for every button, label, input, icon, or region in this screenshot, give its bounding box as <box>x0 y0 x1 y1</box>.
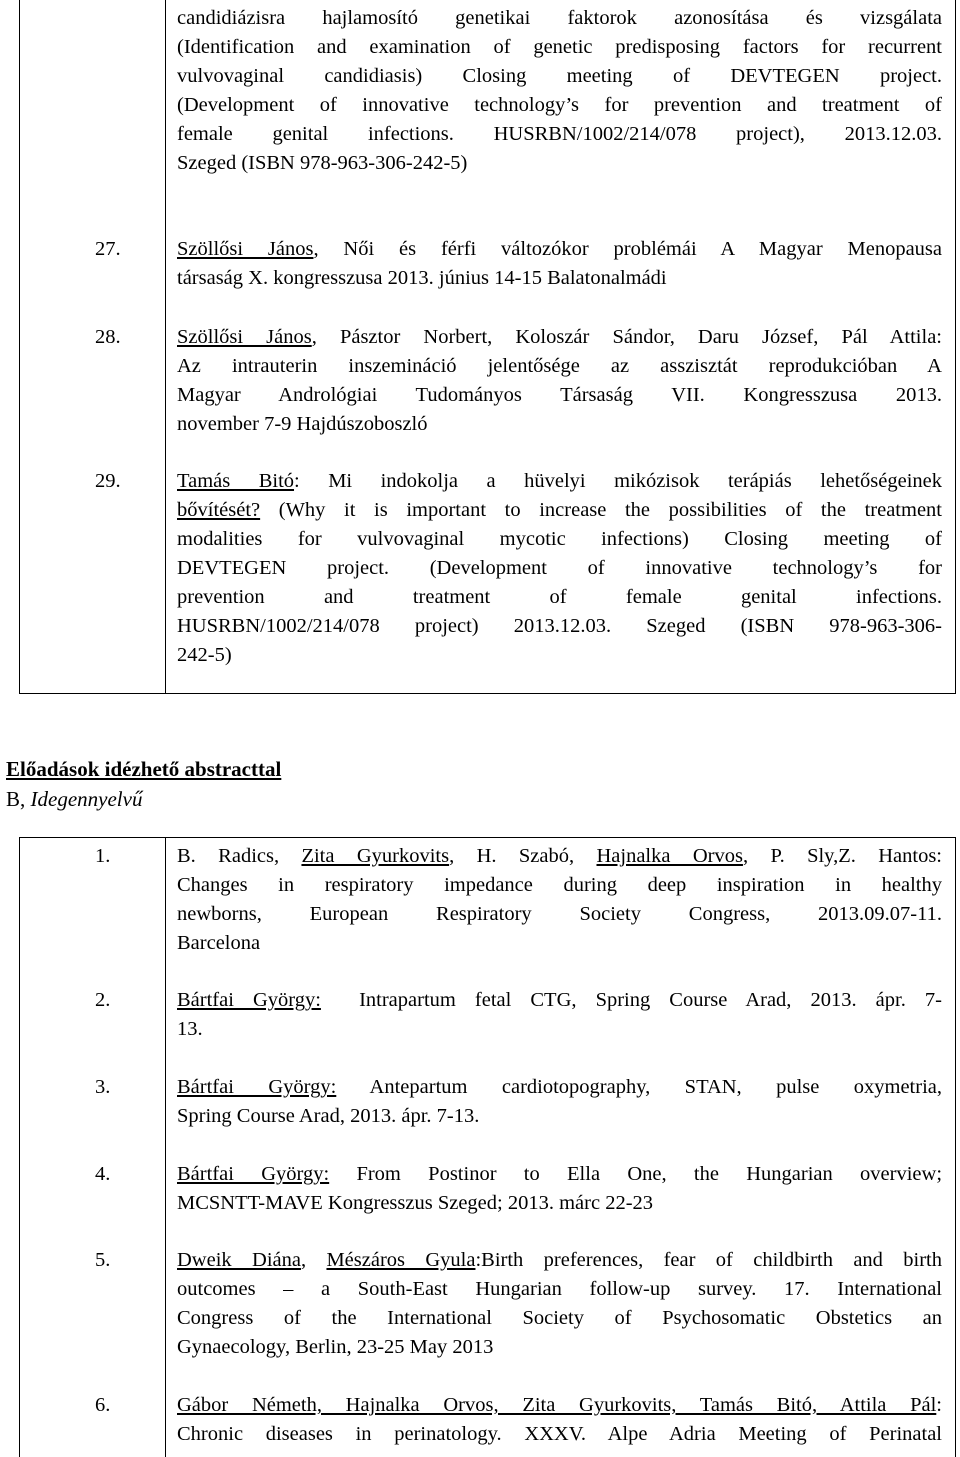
author-name: Tamás Bitó <box>177 470 295 492</box>
publication-table-1 <box>19 0 956 694</box>
text-span: Antepartum cardiotopography, STAN, pulse oxymetria, <box>336 1076 942 1098</box>
entry-text <box>177 986 942 1044</box>
entry-number: 1. <box>95 845 111 867</box>
entry-text <box>177 1246 942 1362</box>
entry-number: 27. <box>95 238 121 260</box>
text-line: Az intrauterin inszemináció jelentősége az asszisztát reprodukcióban A <box>177 355 942 377</box>
entry-number: 5. <box>95 1249 111 1271</box>
author-name: Szöllősi János <box>177 326 312 348</box>
entry-number: 6. <box>95 1394 111 1416</box>
text-line: female genital infections. HUSRBN/1002/214/078 project), 2013.12.03. <box>177 123 942 145</box>
text-span: , P. Sly,Z. Hantos: <box>742 845 942 867</box>
author-name: Gábor Németh, Hajnalka Orvos, Zita Gyurkovits, Tamás Bitó, Attila Pál <box>177 1394 937 1416</box>
text-span: , Pásztor Norbert, Koloszár Sándor, Daru József, Pál Attila: <box>311 326 942 348</box>
author-name: Szöllősi János <box>177 238 314 260</box>
entry-number: 28. <box>95 326 121 348</box>
subtitle-prefix: B, <box>6 787 31 811</box>
subtitle-italic: Idegennyelvű <box>30 787 143 811</box>
text-line: MCSNTT-MAVE Kongresszus Szeged; 2013. márc 22-23 <box>177 1192 654 1214</box>
author-name: Zita Gyurkovits <box>301 845 450 867</box>
entry-number: 3. <box>95 1076 111 1098</box>
text-line: társaság X. kongresszusa 2013. június 14-15 Balatonalmádi <box>177 267 667 289</box>
text-line: 242-5) <box>177 644 232 666</box>
text-span: B. Radics, <box>177 845 302 867</box>
text-span: : <box>936 1394 942 1416</box>
table-border-left <box>19 0 20 694</box>
text-line: Szeged (ISBN 978-963-306-242-5) <box>177 152 468 174</box>
text-line: candidiázisra hajlamosító genetikai faktorok azonosítása és vizsgálata <box>177 7 942 29</box>
text-span: bővítését? <box>177 499 261 521</box>
publication-table-2 <box>19 837 956 1457</box>
text-line: Gynaecology, Berlin, 23-25 May 2013 <box>177 1336 494 1358</box>
entry-text <box>177 1073 942 1131</box>
section-subtitle <box>6 785 142 814</box>
entry-text <box>177 323 942 439</box>
table-border-right <box>955 837 956 1457</box>
text-line: november 7-9 Hajdúszoboszló <box>177 413 428 435</box>
text-line: newborns, European Respiratory Society Congress, 2013.09.07-11. <box>177 903 942 925</box>
text-line: Congress of the International Society of Psychosomatic Obstetics an <box>177 1307 942 1329</box>
text-line: (Identification and examination of genetic predisposing factors for recurrent <box>177 36 942 58</box>
entry-number: 2. <box>95 989 111 1011</box>
text-span: :Birth preferences, fear of childbirth and birth <box>475 1249 942 1271</box>
text-span: : Mi indokolja a hüvelyi mikózisok terápiás lehetőségeinek <box>294 470 943 492</box>
text-line: Spring Course Arad, 2013. ápr. 7-13. <box>177 1105 480 1127</box>
text-line: Changes in respiratory impedance during deep inspiration in healthy <box>177 874 942 896</box>
text-line: HUSRBN/1002/214/078 project) 2013.12.03. Szeged (ISBN 978-963-306- <box>177 615 942 637</box>
text-line: prevention and treatment of female genital infections. <box>177 586 942 608</box>
text-line: vulvovaginal candidiasis) Closing meeting of DEVTEGEN project. <box>177 65 942 87</box>
text-span: Intrapartum fetal CTG, Spring Course Arad, 2013. ápr. 7- <box>320 989 942 1011</box>
entry-text <box>177 467 942 670</box>
text-line: Magyar Andrológiai Tudományos Társaság VII. Kongresszusa 2013. <box>177 384 942 406</box>
entry-text <box>177 235 942 293</box>
text-span: , <box>300 1249 327 1271</box>
author-name: Bártfai György: <box>177 1076 337 1098</box>
author-name: Mészáros Gyula <box>326 1249 476 1271</box>
table-border-bottom <box>19 693 956 694</box>
table-border-top <box>19 837 956 838</box>
author-name: Hajnalka Orvos <box>596 845 743 867</box>
entry-text <box>177 1391 942 1449</box>
entry-number: 29. <box>95 470 121 492</box>
section-title: Előadások idézhető abstracttal <box>6 757 282 781</box>
text-line: Barcelona <box>177 932 261 954</box>
entry-text <box>177 842 942 958</box>
text-line: DEVTEGEN project. (Development of innovative technology’s for <box>177 557 942 579</box>
table-column-divider <box>165 0 166 694</box>
entry-text <box>177 4 942 178</box>
author-name: Bártfai György: <box>177 989 321 1011</box>
author-name: Bártfai György: <box>177 1163 330 1185</box>
table-border-left <box>19 837 20 1457</box>
entry-text <box>177 1160 942 1218</box>
text-line: Chronic diseases in perinatology. XXXV. Alpe Adria Meeting of Perinatal <box>177 1423 942 1445</box>
text-span: (Why it is important to increase the possibilities of the treatment <box>260 499 942 521</box>
text-span: , Női és férfi változókor problémái A Magyar Menopausa <box>313 238 942 260</box>
author-name: Dweik Diána <box>177 1249 301 1271</box>
table-border-right <box>955 0 956 694</box>
table-column-divider <box>165 837 166 1457</box>
entry-number: 4. <box>95 1163 111 1185</box>
text-span: From Postinor to Ella One, the Hungarian overview; <box>329 1163 943 1185</box>
text-line: modalities for vulvovaginal mycotic infections) Closing meeting of <box>177 528 942 550</box>
text-line: outcomes – a South-East Hungarian follow-up survey. 17. International <box>177 1278 942 1300</box>
text-line: 13. <box>177 1018 203 1040</box>
text-line: (Development of innovative technology’s for prevention and treatment of <box>177 94 942 116</box>
text-span: , H. Szabó, <box>449 845 597 867</box>
